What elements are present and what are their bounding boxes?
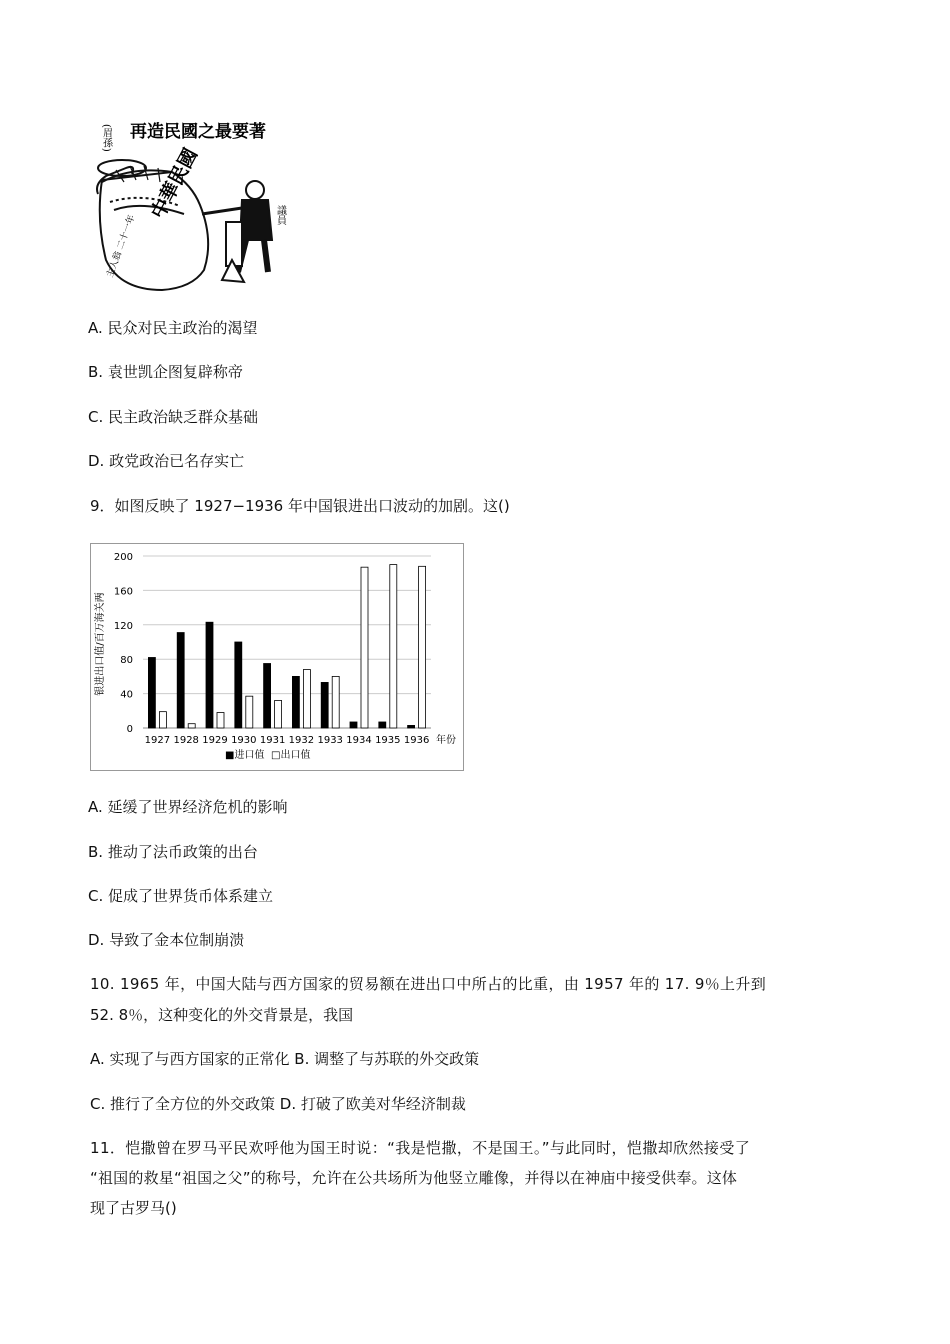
x-tick-label: 1930 [231, 735, 257, 746]
x-tick-label: 1931 [259, 735, 286, 746]
bar-import-1928 [177, 633, 184, 728]
bar-export-1927 [159, 712, 166, 728]
x-tick-label: 1928 [173, 735, 199, 746]
y-tick-label: 0 [126, 724, 133, 735]
bar-export-1931 [275, 700, 282, 728]
q10-stem-line2: 52. 8％，这种变化的外交背景是，我国 [90, 1006, 354, 1024]
legend-export: □出口值 [271, 750, 311, 761]
bar-export-1934 [361, 567, 368, 728]
vase-sub-text: 主人翁 二十一年 [105, 213, 138, 280]
bar-export-1929 [217, 713, 224, 728]
man-figure [202, 181, 272, 282]
cartoon-illustration [92, 110, 292, 296]
legend-import: ■进口值 [225, 750, 265, 761]
x-tick-label: 1935 [375, 735, 401, 746]
q8-option-a: A. 民众对民主政治的渴望 [88, 319, 258, 337]
bar-import-1935 [379, 722, 386, 728]
y-tick-label: 40 [120, 689, 133, 701]
q8-option-b: B. 袁世凯企图复辟称帝 [88, 363, 243, 381]
q9-option-a: A. 延缓了世界经济危机的影响 [88, 798, 288, 816]
bar-export-1928 [188, 724, 195, 728]
q9-option-d: D. 导致了金本位制崩溃 [88, 931, 245, 949]
bar-import-1929 [206, 622, 213, 728]
q11-line2: “祖国的救星“祖国之父”的称号，允许在公共场所为他竖立雕像，并得以在神庙中接受供奉。这体 [90, 1169, 738, 1187]
bar-import-1930 [235, 642, 242, 728]
q9-option-c: C. 促成了世界货币体系建立 [88, 887, 274, 905]
x-tick-label: 1932 [288, 735, 315, 746]
x-tick-label: 1927 [144, 735, 171, 746]
chart-svg [91, 544, 463, 770]
bar-export-1933 [332, 676, 339, 728]
q11-line1: 11．恺撒曾在罗马平民欢呼他为国王时说：“我是恺撒，不是国王。”与此同时，恺撒却欣然接受了 [90, 1139, 751, 1157]
cartoon-title: 再造民國之最要著 [130, 122, 266, 142]
q9-option-b: B. 推动了法币政策的出台 [88, 843, 258, 861]
silver-trade-chart [90, 543, 464, 771]
q10-stem-line1: 10. 1965 年，中国大陆与西方国家的贸易额在进出口中所占的比重，由 1957 年的 17. 9％上升到 [90, 975, 767, 993]
y-tick-label: 200 [113, 552, 133, 563]
bar-import-1936 [408, 725, 415, 728]
cartoon-side-label: (眉孫) [100, 124, 112, 152]
y-tick-label: 120 [113, 620, 133, 632]
x-tick-label: 1936 [403, 735, 430, 746]
bar-export-1932 [303, 670, 310, 728]
q10-options-line2: C. 推行了全方位的外交政策 D. 打破了欧美对华经济制裁 [90, 1095, 466, 1113]
bar-import-1927 [148, 657, 155, 728]
bar-import-1932 [292, 676, 299, 728]
bar-import-1934 [350, 722, 357, 728]
q9-stem: 9．如图反映了 1927−1936 年中国银进出口波动的加剧。这() [90, 497, 510, 515]
q8-option-c: C. 民主政治缺乏群众基础 [88, 408, 259, 426]
x-tick-label: 1934 [346, 735, 372, 746]
bar-export-1936 [419, 566, 426, 728]
chart-ylabel: 银进出口值/百万海关两 [95, 592, 106, 696]
y-tick-label: 160 [113, 586, 133, 598]
bar-export-1935 [390, 565, 397, 728]
q10-options-line1: A. 实现了与西方国家的正常化 B. 调整了与苏联的外交政策 [90, 1050, 480, 1068]
chart-xlabel: 年份 [436, 735, 456, 746]
q11-line3: 现了古罗马() [90, 1199, 177, 1217]
bar-import-1931 [264, 664, 271, 729]
q8-option-d: D. 政党政治已名存实亡 [88, 452, 245, 470]
y-tick-label: 80 [120, 655, 133, 667]
figure-label: 議員 [274, 205, 286, 225]
x-tick-label: 1929 [202, 735, 228, 746]
vase-text: 中華民國 [146, 144, 203, 223]
x-tick-label: 1933 [317, 735, 343, 746]
bar-export-1930 [246, 696, 253, 728]
bar-import-1933 [321, 682, 328, 728]
